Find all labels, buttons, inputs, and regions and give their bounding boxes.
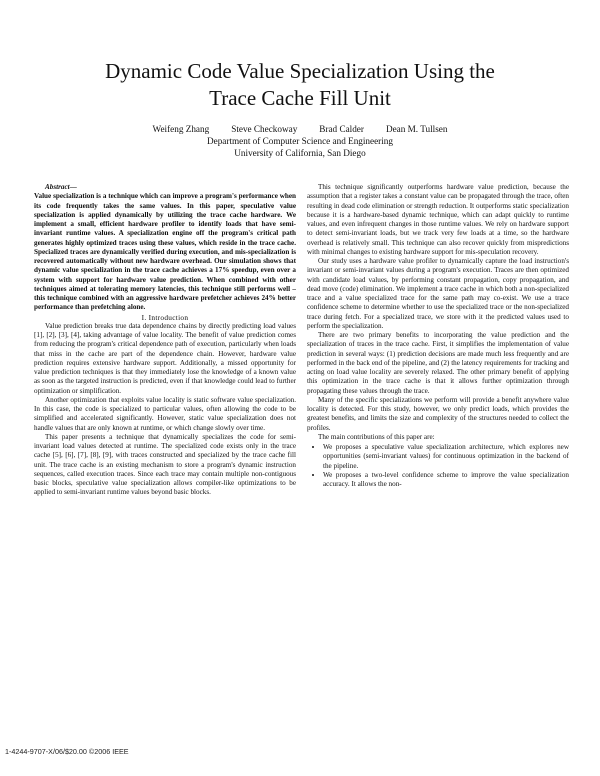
paragraph: There are two primary benefits to incorporating the value prediction and the specialization of traces in the trace cache. First, it simplifies the implementation of value prediction in several ways: (1) prediction decisions are made much less frequently and are performed in the back end of the pipeline, and (2) the latency requirements for tracking and acting on load value locality are severely relaxed. The other primary benefit of applying this optimization in the trace cache is that it allows further optimization through propagating these values through the trace. <box>307 331 569 395</box>
title-line-1: Dynamic Code Value Specialization Using the <box>105 59 495 83</box>
section-heading: I. Introduction <box>141 312 189 322</box>
abstract-text: Value specialization is a technique which can improve a program's performance when its code frequently takes the same values. In this paper, speculative value specialization is applied dynamically by utilizing the trace cache hardware. We implement a small, efficient hardware profiler to identify loads that have semi-invariant runtime values. A specialization engine off the program's critical path generates highly optimized traces using these values, which reside in the trace cache. Specialized traces are dynamically verified during execution, and mis-specialization is recovered automatically without new hardware overhead. Our simulation shows that dynamic value specialization in the trace cache achieves a 17% speedup, even over a system with support for hardware value prediction. When combined with other techniques aimed at tolerating memory latencies, this technique still performs well – this technique combined with an aggressive hardware prefetcher achieves 24% better performance than prefetching alone. <box>34 192 296 312</box>
list-item: • We proposes a speculative value specialization architecture, which explores new opportunities (semi-invariant values) for continuous optimization in the backend of the pipeline. <box>323 443 569 471</box>
right-column <box>307 183 569 489</box>
paragraph: Another optimization that exploits value locality is static software value specialization. In this case, the code is specialized to particular values, often allowing the code to be simplified and accelerated significantly. However, static value specialization does not handle values that are only known at runtime, or which change slowly over time. <box>34 395 296 432</box>
paragraph: This paper presents a technique that dynamically specializes the code for semi-invariant load values detected at runtime. The specialized code exists only in the trace cache [5], [6], [7], [8], [9], with traces constructed and specialized by the trace cache fill unit. The trace cache is an existing mechanism to store a program's dynamic instruction sequences, called execution traces. Since each trace may contain multiple non-contiguous basic blocks, speculative value specialization allows compiler-like optimizations to be applied to semi-invariant runtime values beyond basic blocks. <box>34 432 296 497</box>
affiliation-department: Department of Computer Science and Engineering <box>207 136 393 146</box>
title-line-2: Trace Cache Fill Unit <box>209 86 391 110</box>
author-block <box>40 123 560 159</box>
copyright-footer: 1-4244-9707-X/06/$20.00 ©2006 IEEE <box>5 747 129 756</box>
author-name: Brad Calder <box>319 124 364 134</box>
abstract <box>34 183 296 313</box>
paper-title <box>40 58 560 112</box>
affiliation-university: University of California, San Diego <box>234 148 366 158</box>
abstract-dash: — <box>69 183 77 191</box>
paragraph: Value prediction breaks true data dependence chains by directly predicting load values [1], [2], [3], [4], taking advantage of value locality. The benefit of value prediction comes from reducing the program's critical dependence path of execution, particularly when loads that miss in the cache are part of the dependence chain. However, hardware value prediction requires extensive hardware support. Additionally, a missed opportunity for value prediction techniques is that they immediately lose the knowledge of a known value as soon as the targeted instruction is predicted, even if that knowledge could lead to further optimization or simplification. <box>34 321 296 395</box>
paragraph: Many of the specific specializations we perform will provide a benefit anywhere value locality is detected. For this study, however, we only predict loads, which provides the greatest benefits, and limits the size and complexity of the structures needed to collect the profiles. <box>307 395 569 432</box>
author-name: Weifeng Zhang <box>152 124 210 134</box>
paragraph: Our study uses a hardware value profiler to dynamically capture the load instruction's invariant or semi-invariant values during a program's execution. Traces are then optimized with candidate load values, by performing constant propagation, copy propagation, and dead move (code) elimination. We implement a trace cache in which both a non-specialized trace and a value specialized trace for the same path may co-exist. We use a trace confidence scheme to determine whether to use the specialized trace or the non-specialized trace during fetch. For a specialized trace, we store with it the predicted values used to perform the specialization. <box>307 257 569 330</box>
author-names <box>40 123 560 135</box>
list-item: • We proposes a two-level confidence scheme to improve the value specialization accuracy. It allows the non- <box>323 471 569 490</box>
author-name: Dean M. Tullsen <box>385 124 448 134</box>
author-name: Steve Checkoway <box>231 124 298 134</box>
paragraph: The main contributions of this paper are: <box>318 432 435 441</box>
left-column <box>34 183 296 498</box>
abstract-label: Abstract <box>45 183 70 191</box>
paragraph: This technique significantly outperforms hardware value prediction, because the assumption that a register takes a constant value can be propagated through the trace, often resulting in dead code elimination or strength reduction. It outperforms static specialization because it is a hardware-based dynamic technique, which can adapt quickly to runtime values, and even infrequent changes in those runtime values. We rely on hardware support to detect semi-invariant loads, but we track very few loads at a time, so the hardware overhead is relatively small. This technique can also recover quickly from mispredictions with minimal changes to existing hardware support for mis-speculation recovery. <box>307 183 569 256</box>
contributions-list <box>307 443 569 489</box>
